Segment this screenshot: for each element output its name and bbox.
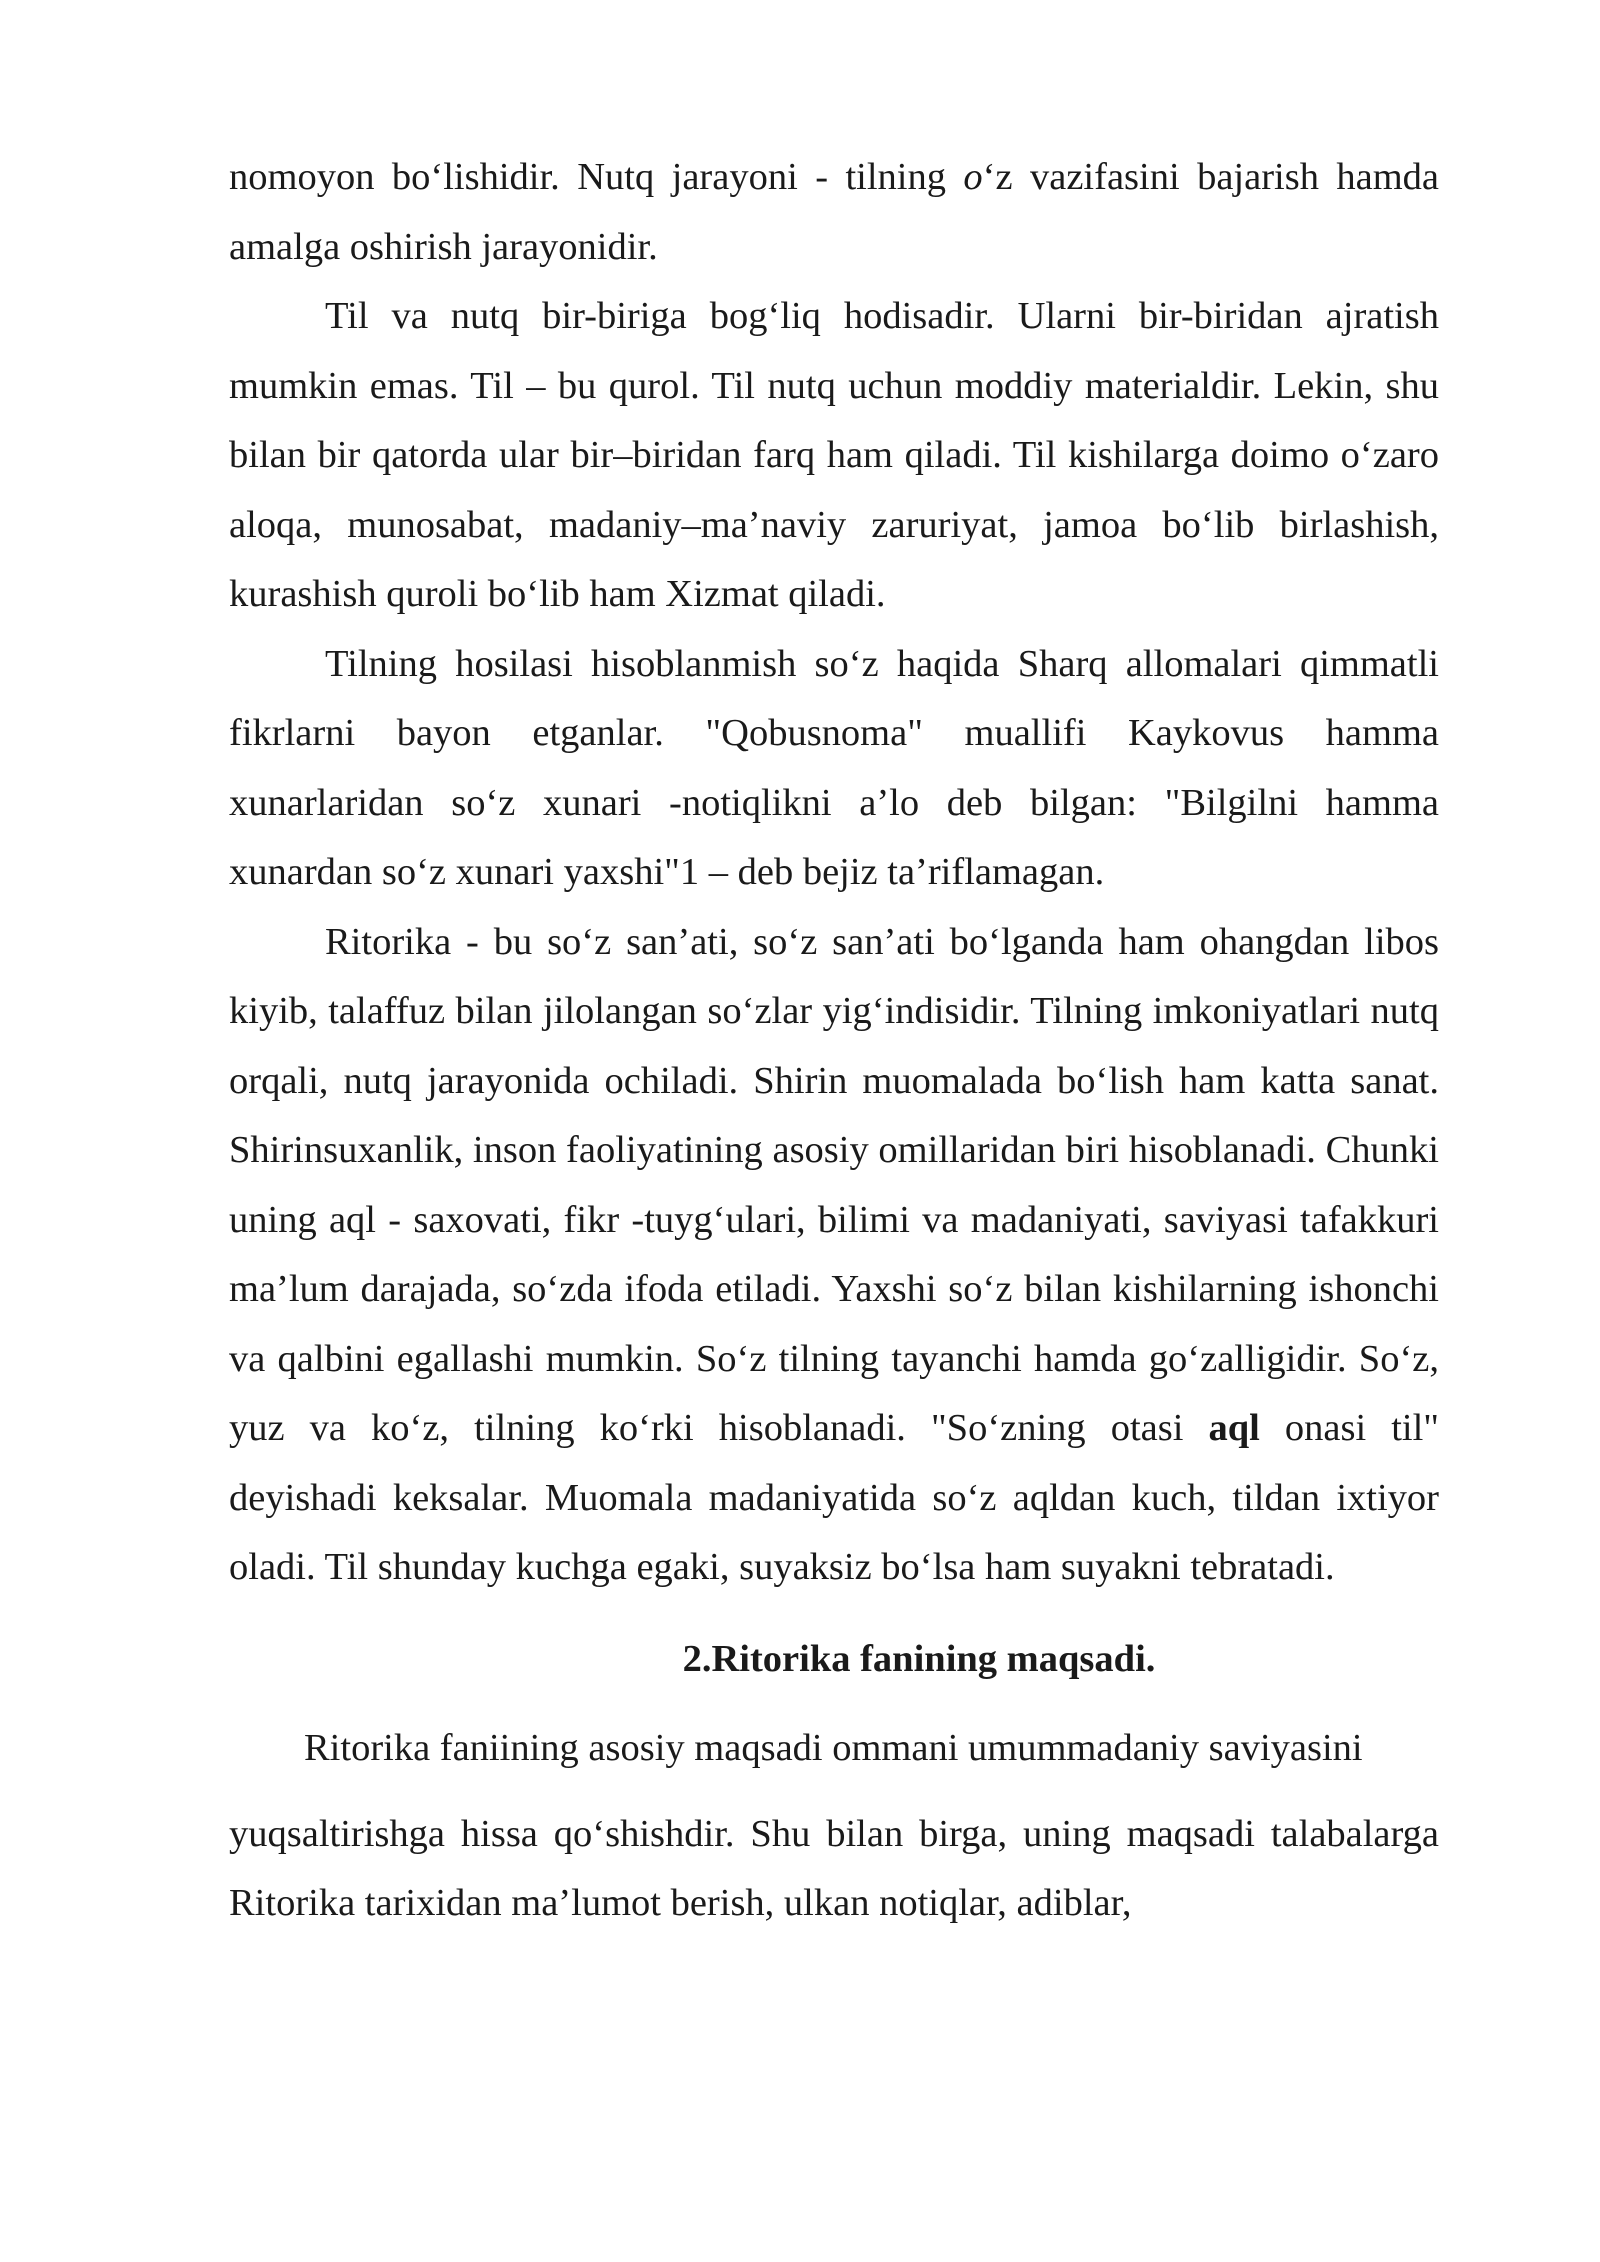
paragraph-text: onasi til" deyishadi keksalar. Muomala madaniyatida so‘z aqldan kuch, tildan ixtiyor oladi. Til shunday kuchga egaki, suyaksiz bo‘lsa ham suyakni tebratadi. (229, 1407, 1439, 1588)
paragraph-text: nomoyon bo‘lishidir. Nutq jarayoni - tilning (229, 156, 964, 198)
paragraph-text: ‘z vazifasini bajarish hamda amalga oshirish jarayonidir. (229, 156, 1440, 268)
paragraph-ritorika-soz-sanati (229, 908, 1439, 1603)
paragraph-til-va-nutq: Til va nutq bir-biriga bog‘liq hodisadir. Ularni bir-biridan ajratish mumkin emas. Til – bu qurol. Til nutq uchun moddiy materialdir. Lekin, shu bilan bir qatorda ular bir–biridan farq ham qiladi. Til kishilarga doimo o‘zaro aloqa, munosabat, madaniy–ma’naviy zaruriyat, jamoa bo‘lib birlashish, kurashish quroli bo‘lib ham Xizmat qiladi. (229, 295, 1439, 615)
paragraph-continuation: yuqsaltirishga hissa qo‘shishdir. Shu bilan birga, uning maqsadi talabalarga Ritorika tarixidan ma’lumot berish, ulkan notiqlar, adiblar, (229, 1812, 1439, 1924)
paragraph-first-line: Ritorika faniining asosiy maqsadi ommani umummadaniy saviyasini (304, 1727, 1363, 1769)
section-heading: 2.Ritorika fanining maqsadi. (682, 1637, 1156, 1680)
document-body (229, 143, 1439, 1939)
bold-word: aql (1208, 1407, 1260, 1449)
paragraph-text: Ritorika - bu so‘z san’ati, so‘z san’ati bo‘lganda ham ohangdan libos kiyib, talaffuz bilan jilolangan so‘zlar yig‘indisidir. Tilning imkoniyatlari nutq orqali, nutq jarayonida ochiladi. Shirin muomalada bo‘lish ham katta sanat. Shirinsuxanlik, inson faoliyatining asosiy omillaridan biri hisoblanadi. Chunki uning aql - saxovati, fikr -tuyg‘ulari, bilimi va madaniyati, saviyasi tafakkuri ma’lum darajada, so‘zda ifoda etiladi. Yaxshi so‘z bilan kishilarning ishonchi va qalbini egallashi mumkin. So‘z tilning tayanchi hamda go‘zalligidir. So‘z, yuz va ko‘z, tilning ko‘rki hisoblanadi. "So‘zning otasi (229, 920, 1439, 1449)
paragraph-nutq-jarayoni (229, 143, 1439, 282)
paragraph-ritorika-maqsadi (229, 1714, 1439, 1939)
italic-letter: o (963, 156, 983, 198)
paragraph-sharq-allomalari: Tilning hosilasi hisoblanmish so‘z haqida Sharq allomalari qimmatli fikrlarni bayon etganlar. "Qobusnoma" muallifi Kaykovus hamma xunarlaridan so‘z xunari -notiqlikni a’lo deb bilgan: "Bilgilni hamma xunardan so‘z xunari yaxshi"1 – deb bejiz ta’riflamagan. (229, 642, 1439, 893)
